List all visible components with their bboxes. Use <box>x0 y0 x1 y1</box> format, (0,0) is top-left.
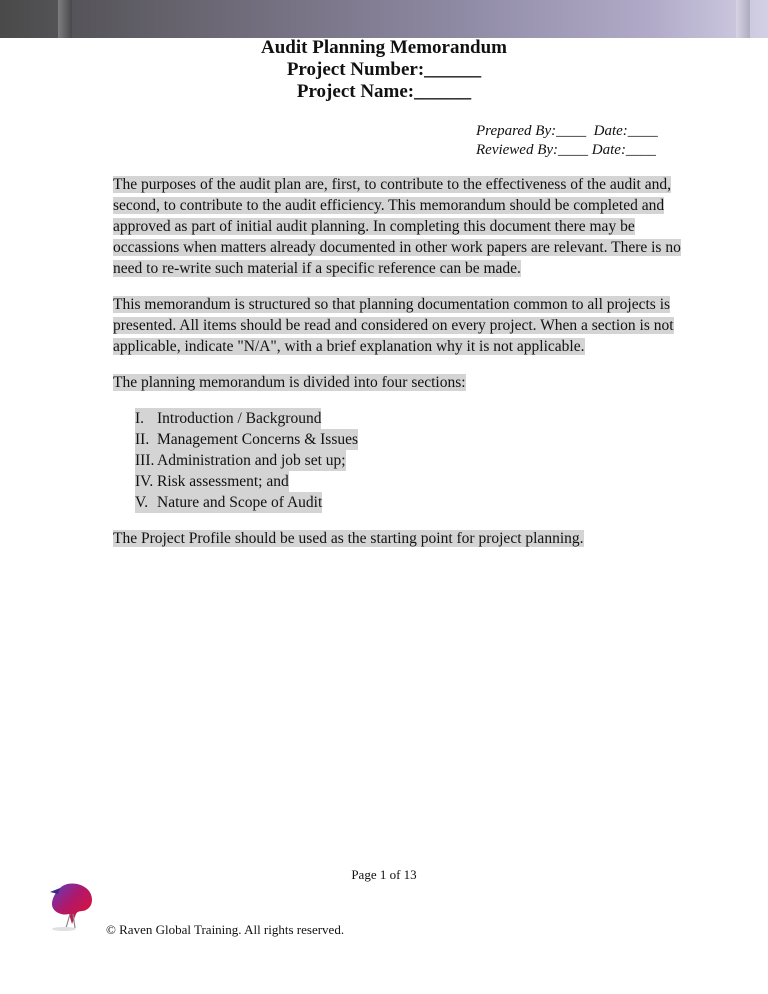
paragraph-structure-text: This memorandum is structured so that planning documentation common to all projects is presented. All items should be read and considered on every project. When a section is not applicable, indicate "N/A", with a brief explanation why it is not applicable. <box>113 296 674 355</box>
section-list-item <box>135 471 683 492</box>
section-number: IV. <box>135 473 154 490</box>
header-band-accent <box>58 0 72 38</box>
paragraph-sections-intro <box>113 372 683 393</box>
section-list-item <box>135 492 683 513</box>
section-list-item <box>135 450 683 471</box>
section-item-highlight <box>135 429 358 450</box>
memo-body <box>113 174 683 564</box>
section-item-highlight <box>135 450 346 471</box>
raven-bird-logo-icon <box>42 880 98 932</box>
prepared-by-line: Prepared By:____ Date:____ <box>476 123 658 139</box>
section-label: Management Concerns & Issues <box>157 431 359 448</box>
paragraph-purpose-text: The purposes of the audit plan are, first, to contribute to the effectiveness of the audit and, second, to contribute to the audit efficiency. This memorandum should be completed and approved as part of initial audit planning. In completing this document there may be occassions when matters already documented in other work papers are relevant. There is no need to re-write such material if a specific reference can be made. <box>113 176 681 277</box>
copyright-notice: © Raven Global Training. All rights reserved. <box>106 922 345 937</box>
section-list-item <box>135 408 683 429</box>
header-band-accent <box>736 0 750 38</box>
paragraph-project-profile-text: The Project Profile should be used as the starting point for project planning. <box>113 530 584 547</box>
page-number: Page 1 of 13 <box>351 867 417 882</box>
paragraph-structure <box>113 294 683 357</box>
signoff-block <box>476 122 658 160</box>
paragraph-purpose <box>113 174 683 279</box>
section-number: V. <box>135 494 149 511</box>
section-list <box>113 408 683 513</box>
section-item-highlight <box>135 471 289 492</box>
section-label: Introduction / Background <box>157 410 322 427</box>
section-label: Administration and job set up; <box>157 452 346 469</box>
title-block <box>0 37 768 103</box>
section-number: I. <box>135 410 145 427</box>
section-item-highlight <box>135 492 322 513</box>
project-number: Project Number:______ <box>286 59 482 80</box>
document-title: Audit Planning Memorandum <box>261 37 507 58</box>
header-band <box>0 0 768 38</box>
section-label: Nature and Scope of Audit <box>157 494 323 511</box>
section-number: III. <box>135 452 155 469</box>
section-list-item <box>135 429 683 450</box>
paragraph-project-profile <box>113 528 683 549</box>
section-number: II. <box>135 431 150 448</box>
project-name: Project Name:______ <box>296 81 472 102</box>
paragraph-sections-intro-text: The planning memorandum is divided into four sections: <box>113 374 466 391</box>
reviewed-by-line: Reviewed By:____ Date:____ <box>476 142 656 158</box>
section-item-highlight <box>135 408 321 429</box>
section-label: Risk assessment; and <box>157 473 289 490</box>
